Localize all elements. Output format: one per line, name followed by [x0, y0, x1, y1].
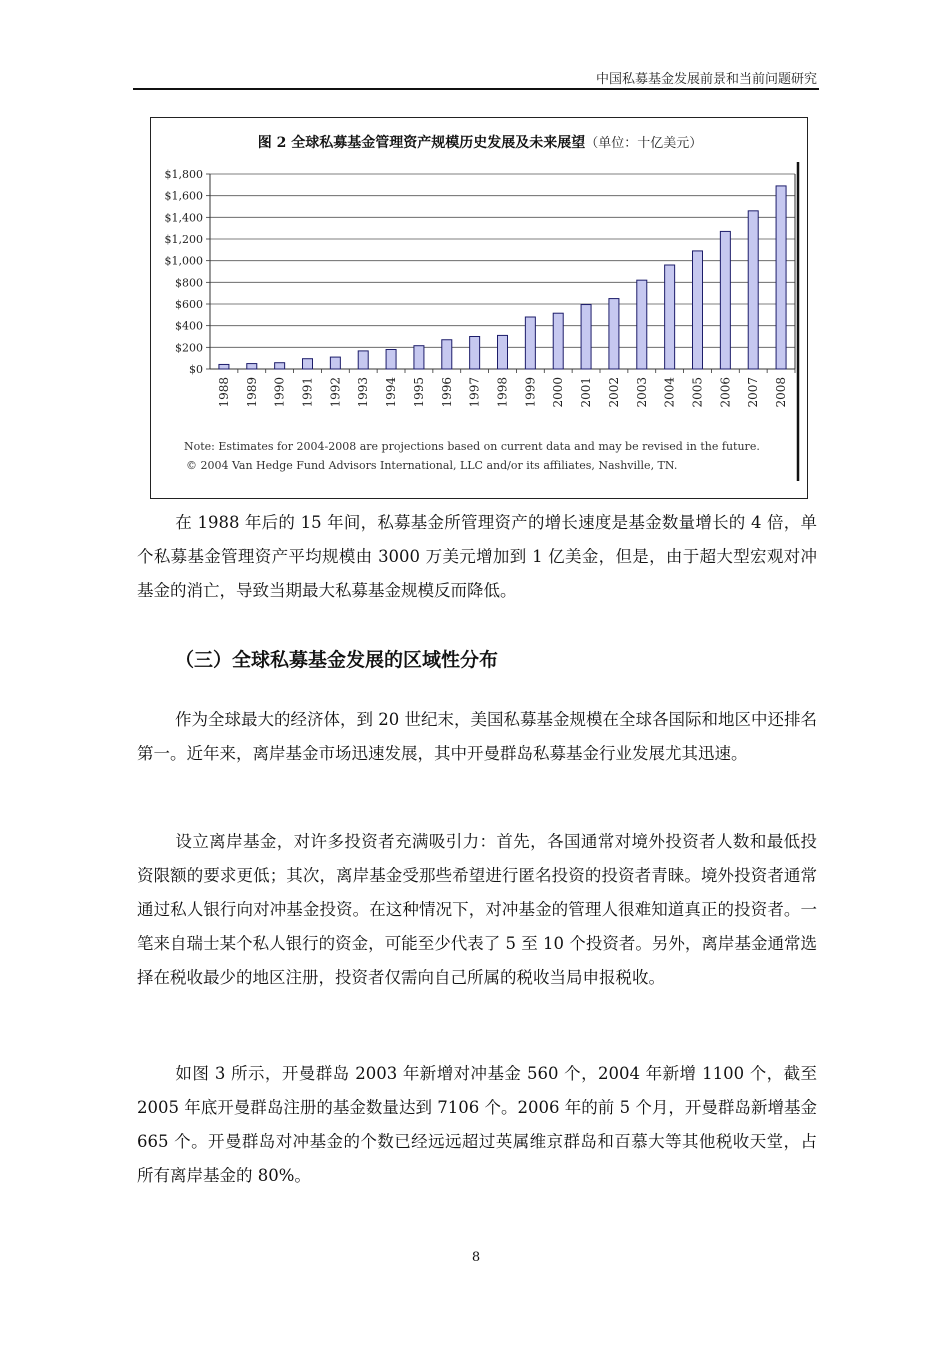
figure-unit: （单位：十亿美元）	[585, 136, 703, 151]
paragraph-1	[137, 506, 817, 608]
y-tick-label: $400	[175, 319, 203, 333]
x-tick-label: 2004	[662, 377, 677, 408]
y-tick-label: $600	[175, 298, 203, 311]
x-tick-label: 1995	[411, 377, 426, 408]
x-tick-label: 2005	[690, 377, 705, 408]
paragraph-3	[137, 825, 817, 995]
bar	[219, 364, 229, 369]
bar	[720, 231, 730, 369]
x-tick-label: 1996	[439, 377, 454, 408]
figure-note: Note: Estimates for 2004-2008 are projections based on current data and may be revised in the future.	[184, 440, 760, 453]
x-tick-label: 1988	[216, 377, 231, 408]
y-tick-label: $1,800	[164, 168, 203, 181]
x-tick-label: 1998	[495, 377, 510, 408]
x-tick-label: 2007	[746, 377, 761, 408]
bar	[525, 317, 535, 369]
bar	[581, 305, 591, 369]
running-header: 中国私募基金发展前景和当前问题研究	[595, 72, 817, 87]
paragraph-3-text: 设立离岸基金，对许多投资者充满吸引力：首先，各国通常对境外投资者人数和最低投资限额的要求更低；其次，离岸基金受那些希望进行匿名投资的投资者青睐。境外投资者通常通过私人银行向对冲基金投资。在这种情况下，对冲基金的管理人很难知道真正的投资者。一笔来自瑞士某个私人银行的资金，可能至少代表了 5 至 10 个投资者。另外，离岸基金通常选择在税收最少的地区注册，投资者仅需向自己所属的税收当局申报税收。	[137, 832, 817, 987]
x-tick-label: 2008	[774, 377, 789, 408]
x-tick-label: 1997	[467, 377, 482, 408]
paragraph-1-text: 在 1988 年后的 15 年间，私募基金所管理资产的增长速度是基金数量增长的 4 倍，单个私募基金管理资产平均规模由 3000 万美元增加到 1 亿美金，但是，由于超大型宏观对冲基金的消亡，导致当期最大私募基金规模反而降低。	[137, 513, 817, 600]
figure-2	[150, 117, 808, 499]
y-tick-label: $1,000	[164, 254, 203, 268]
y-tick-label: $1,600	[164, 189, 203, 203]
header-rule	[133, 88, 819, 90]
x-tick-label: 1994	[384, 377, 399, 408]
bar	[470, 337, 480, 370]
bar	[693, 251, 703, 369]
y-tick-label: $0	[189, 363, 203, 376]
x-tick-label: 2006	[718, 377, 733, 408]
bar	[386, 350, 396, 370]
bar	[247, 364, 257, 369]
x-tick-label: 2002	[606, 377, 621, 408]
bar	[442, 340, 452, 369]
figure-title-text: 图 2 全球私募基金管理资产规模历史发展及未来展望	[257, 135, 586, 151]
bar	[609, 299, 619, 369]
bar	[358, 351, 368, 369]
paragraph-2-text: 作为全球最大的经济体，到 20 世纪末，美国私募基金规模在全球各国际和地区中还排名第一。近年来，离岸基金市场迅速发展，其中开曼群岛私募基金行业发展尤其迅速。	[137, 710, 817, 763]
page-number: 8	[471, 1250, 481, 1265]
x-tick-label: 2003	[634, 377, 649, 408]
x-tick-label: 1990	[272, 377, 287, 408]
paragraph-2	[137, 703, 817, 771]
paragraph-4	[137, 1057, 817, 1193]
bar	[665, 265, 675, 369]
x-tick-label: 2000	[551, 377, 566, 408]
x-tick-label: 1989	[244, 377, 259, 408]
bar	[553, 313, 563, 369]
x-tick-label: 1992	[328, 377, 343, 408]
bar	[303, 359, 313, 369]
y-tick-label: $1,200	[164, 233, 203, 246]
bar	[748, 211, 758, 369]
x-tick-label: 2001	[579, 377, 594, 408]
bar	[637, 280, 647, 369]
bar	[414, 346, 424, 369]
y-tick-label: $1,400	[164, 211, 203, 225]
bar	[498, 335, 508, 369]
x-tick-label: 1993	[356, 377, 371, 408]
y-tick-label: $800	[175, 276, 203, 290]
x-tick-label: 1999	[523, 377, 538, 408]
section-heading: （三）全球私募基金发展的区域性分布	[175, 649, 499, 671]
x-tick-label: 1991	[300, 377, 315, 408]
bar	[275, 363, 285, 369]
bar	[776, 186, 786, 369]
bar	[330, 357, 340, 369]
paragraph-4-text: 如图 3 所示，开曼群岛 2003 年新增对冲基金 560 个，2004 年新增 1100 个，截至 2005 年底开曼群岛注册的基金数量达到 7106 个。2006 年的前 5 个月，开曼群岛新增基金 665 个。开曼群岛对冲基金的个数已经远远超过英属维京群岛和百慕大等其他税收天堂，占所有离岸基金的 80%。	[137, 1064, 817, 1185]
y-tick-label: $200	[175, 341, 203, 355]
figure-copyright: © 2004 Van Hedge Fund Advisors International, LLC and/or its affiliates, Nashville, TN.	[186, 459, 678, 472]
